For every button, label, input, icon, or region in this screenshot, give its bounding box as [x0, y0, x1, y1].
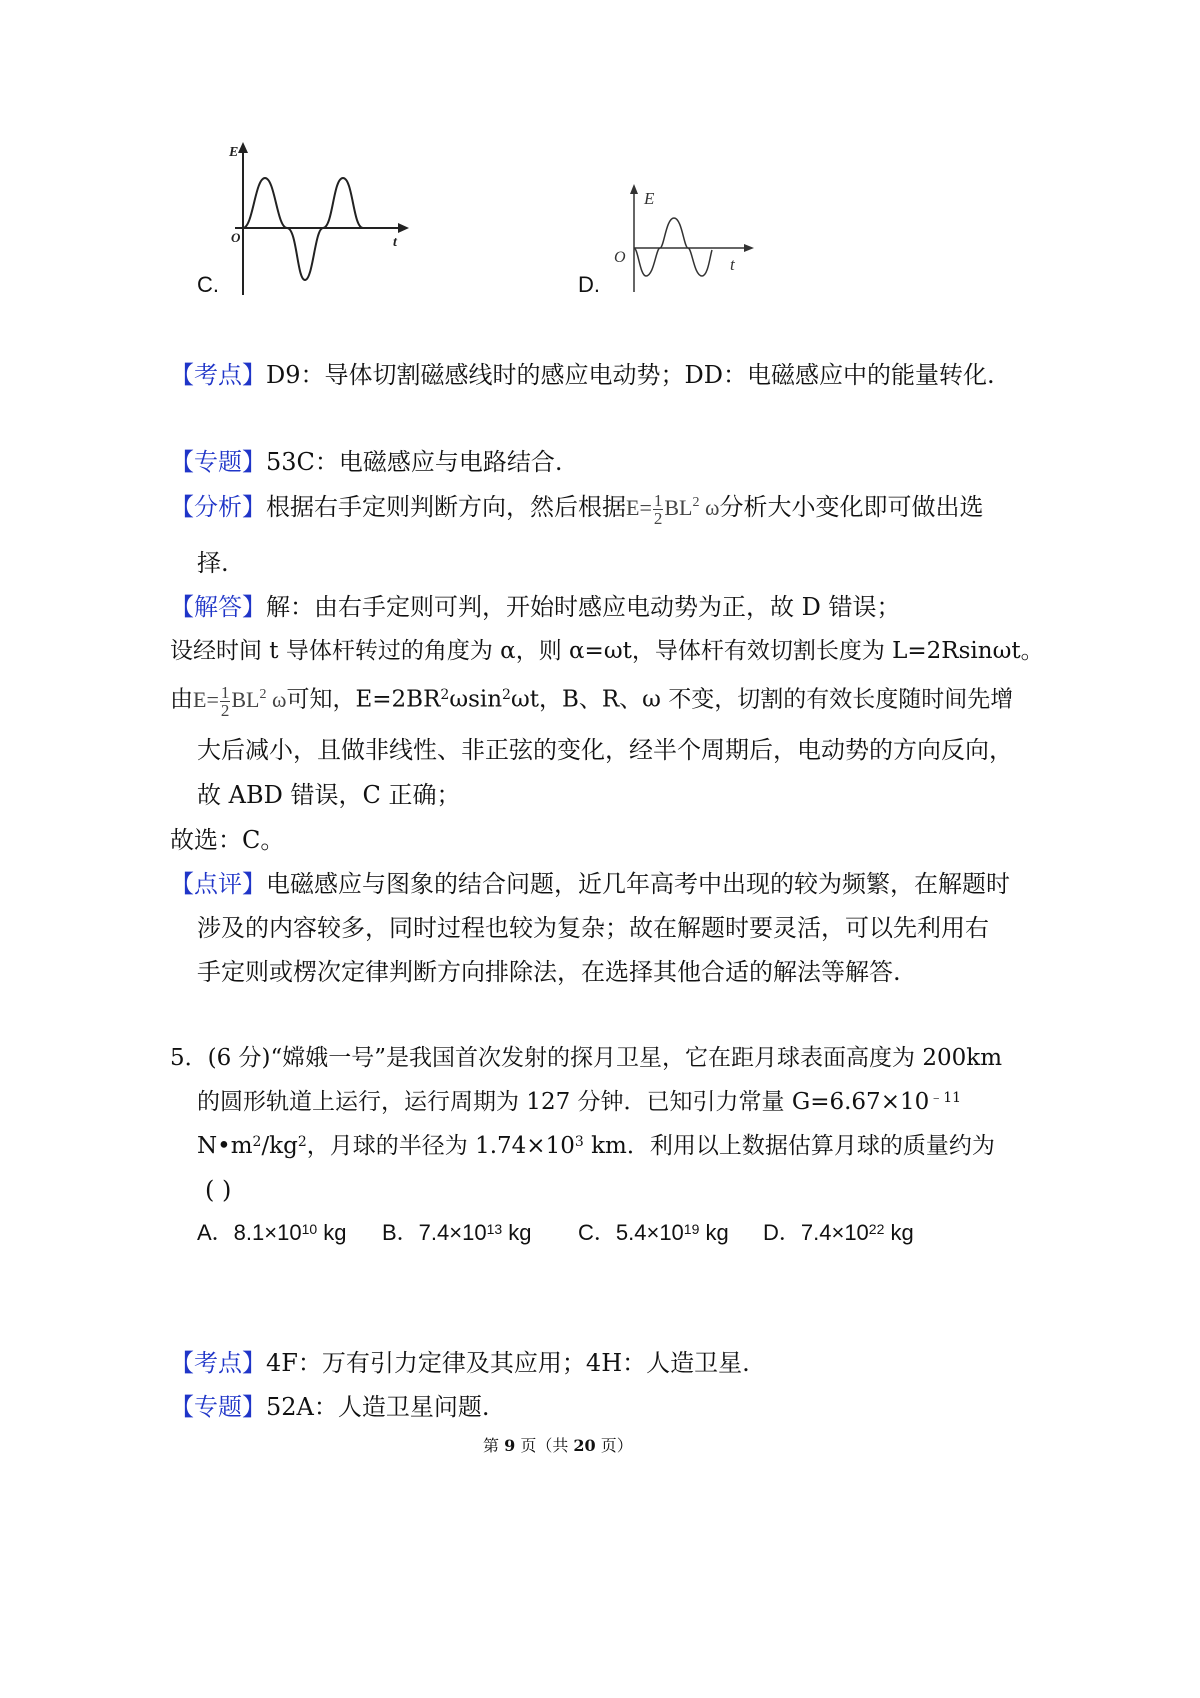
q4-fenxi-before: 根据右手定则判断方向，然后根据: [266, 493, 626, 521]
graph-c: [225, 140, 415, 300]
q4-fenxi-line2: 择.: [197, 549, 229, 577]
q4-jieda-line3-sup2: 2: [502, 687, 511, 703]
q5-option-c-sup: 19: [683, 1221, 700, 1237]
q5-option-c-text: C．5.4×10: [578, 1220, 684, 1245]
q5-option-b-unit: kg: [502, 1220, 532, 1245]
q5-line2: [197, 1087, 961, 1117]
q5-line2-text: 的圆形轨道上运行，运行周期为 127 分钟．已知引力常量 G=6.67×10: [197, 1089, 930, 1115]
formula2-e: E=: [193, 686, 219, 712]
q4-jieda-line3-prefix: 由: [170, 686, 193, 713]
formula-num: 1: [653, 491, 663, 511]
q4-fenxi-after: 分析大小变化即可做出选: [719, 493, 984, 521]
q5-zhuanti-tag: 【专题】: [170, 1393, 266, 1421]
q5-option-d-sup: 22: [868, 1221, 885, 1237]
graph-d-y-arrow: [630, 184, 638, 194]
q4-guxuan: 故选：C。: [170, 826, 285, 854]
graph-d-x-arrow: [744, 244, 754, 252]
graph-c-y-arrow: [238, 142, 248, 153]
footer-page-number: 9: [504, 1436, 516, 1455]
q4-zhuanti: [170, 447, 563, 477]
q4-jieda-line3-sup1: 2: [440, 687, 450, 703]
graph-d-curve: [634, 218, 712, 276]
q5-line2-sup: ﹣11: [929, 1090, 962, 1106]
q5-kaodian-text: 4F：万有引力定律及其应用；4H：人造卫星.: [266, 1349, 750, 1377]
formula-fraction: [653, 492, 664, 527]
q5-kaodian-tag: 【考点】: [170, 1349, 266, 1377]
q5-line3-sup3: 3: [574, 1134, 584, 1150]
q4-jieda-line3-a: 可知，E=2BR: [286, 686, 441, 713]
q4-jieda-line1: 解：由右手定则可判，开始时感应电动势为正，故 D 错误；: [266, 593, 901, 621]
q4-fenxi-tag: 【分析】: [170, 493, 266, 521]
q5-kaodian: [170, 1348, 750, 1378]
q4-fenxi-formula: [626, 491, 720, 529]
q4-jieda-line2: 设经时间 t 导体杆转过的角度为 α，则 α=ωt，导体杆有效切割长度为 L=2Rsinωt。: [170, 638, 1044, 664]
q5-option-c: [578, 1218, 729, 1248]
q5-line3-sup1: 2: [252, 1134, 262, 1150]
q4-dianping-line2: 涉及的内容较多，同时过程也较为复杂；故在解题时要灵活，可以先利用右: [197, 914, 989, 942]
q4-zhuanti-text: 53C：电磁感应与电路结合.: [266, 448, 563, 476]
formula2-bl: BL: [231, 686, 260, 712]
q5-option-d: [763, 1218, 914, 1248]
q4-jieda-line4: 大后减小，且做非线性、非正弦的变化，经半个周期后，电动势的方向反向，: [197, 736, 1013, 764]
q4-dianping-line1: 电磁感应与图象的结合问题，近几年高考中出现的较为频繁，在解题时: [266, 870, 1010, 898]
formula-exp: 2: [692, 495, 700, 510]
footer-middle: 页（共: [515, 1436, 574, 1455]
q4-zhuanti-tag: 【专题】: [170, 448, 266, 476]
q5-paren: ( ): [205, 1176, 232, 1204]
q4-jieda-tag: 【解答】: [170, 593, 266, 621]
q4-jieda: [170, 592, 901, 622]
graph-d-axis-e: E: [644, 189, 655, 208]
graph-d-axis-o: O: [614, 249, 626, 266]
q4-kaodian: [170, 360, 995, 390]
q5-zhuanti-text: 52A：人造卫星问题.: [266, 1393, 490, 1421]
graph-c-axis-e: E: [229, 145, 239, 160]
q5-line3-b: /kg: [261, 1133, 298, 1159]
formula-bl: BL: [664, 495, 693, 520]
formula2-den: 2: [220, 701, 230, 720]
q4-dianping-tag: 【点评】: [170, 870, 266, 898]
graph-d-axis-t: t: [730, 255, 735, 274]
formula2-fraction: [220, 684, 231, 719]
q5-zhuanti: [170, 1392, 490, 1422]
q4-fenxi: [170, 492, 983, 527]
formula-omega: ω: [699, 495, 720, 520]
q5-option-b-text: B．7.4×10: [382, 1220, 487, 1245]
q4-jieda-formula: [193, 683, 287, 720]
q5-line3-sup2: 2: [297, 1134, 307, 1150]
q5-option-c-unit: kg: [699, 1220, 729, 1245]
q4-kaodian-tag: 【考点】: [170, 361, 266, 389]
q4-jieda-line5: 故 ABD 错误，C 正确；: [197, 781, 461, 809]
footer-suffix: 页）: [595, 1436, 633, 1455]
footer-prefix: 第: [483, 1436, 505, 1455]
formula-e: E=: [626, 495, 652, 520]
q5-option-a-unit: kg: [317, 1220, 347, 1245]
q5-line3: [197, 1131, 995, 1161]
q5-line3-d: km．利用以上数据估算月球的质量约为: [583, 1133, 995, 1159]
formula2-exp: 2: [259, 687, 267, 702]
graph-d: [608, 180, 758, 295]
q4-jieda-line3-b: ωsin: [449, 686, 503, 713]
graph-d-label: D.: [578, 272, 600, 297]
footer-total-pages: 20: [573, 1436, 596, 1455]
q5-line3-a: N•m: [197, 1133, 253, 1159]
q5-option-b-sup: 13: [486, 1221, 503, 1237]
graph-c-x-arrow: [398, 223, 409, 233]
q5-option-d-unit: kg: [884, 1220, 914, 1245]
graph-c-label: C.: [197, 272, 219, 297]
q5-option-b: [382, 1218, 532, 1248]
q4-dianping-line3: 手定则或楞次定律判断方向排除法，在选择其他合适的解法等解答.: [197, 958, 901, 986]
q4-kaodian-text: D9：导体切割磁感线时的感应电动势；DD：电磁感应中的能量转化.: [266, 361, 995, 389]
q5-option-a: [197, 1218, 347, 1248]
page-footer: [483, 1436, 633, 1456]
formula-den: 2: [653, 509, 663, 529]
graph-c-axis-t: t: [393, 235, 397, 250]
formula2-omega: ω: [266, 686, 287, 712]
q5-option-a-sup: 10: [301, 1221, 318, 1237]
q4-jieda-line3-c: ωt，B、R、ω 不变，切割的有效长度随时间先增: [510, 686, 1014, 713]
formula2-num: 1: [220, 683, 230, 702]
q4-dianping: [170, 869, 1010, 899]
q5-option-a-text: A．8.1×10: [197, 1220, 302, 1245]
q5-option-d-text: D．7.4×10: [763, 1220, 869, 1245]
q5-line3-c: ，月球的半径为 1.74×10: [306, 1133, 575, 1159]
graph-c-axis-o: O: [231, 230, 241, 245]
q4-jieda-line3: [170, 684, 1013, 719]
q5-line1: 5．(6 分)“嫦娥一号”是我国首次发射的探月卫星，它在距月球表面高度为 200km: [170, 1045, 1002, 1071]
